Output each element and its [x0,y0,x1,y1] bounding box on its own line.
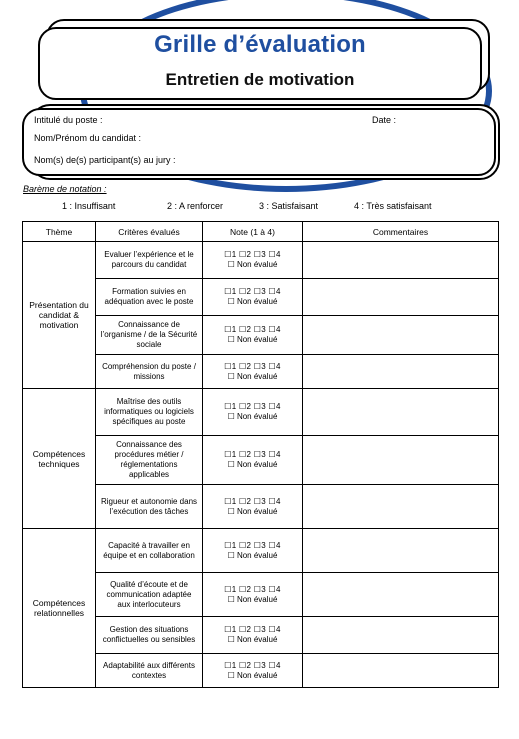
criterion-cell: Evaluer l’expérience et le parcours du candidat [96,242,203,279]
table-row [23,389,499,436]
scale-level-1: 1 : Insuffisant [62,201,116,211]
note-checkboxes[interactable]: ☐1 ☐2 ☐3 ☐4 [224,450,281,459]
header-note: Note (1 à 4) [203,222,303,242]
not-evaluated-checkbox[interactable]: ☐ Non évalué [227,460,278,469]
table-header-row [23,222,499,242]
criterion-cell: Gestion des situations conflictuelles ou sensibles [96,617,203,654]
header-comments: Commentaires [303,222,499,242]
table-row [23,242,499,279]
not-evaluated-checkbox[interactable]: ☐ Non évalué [227,297,278,306]
note-checkboxes[interactable]: ☐1 ☐2 ☐3 ☐4 [224,287,281,296]
criterion-cell: Capacité à travailler en équipe et en collaboration [96,529,203,573]
note-checkboxes[interactable]: ☐1 ☐2 ☐3 ☐4 [224,361,281,371]
header-theme: Thème [23,222,96,242]
note-checkboxes[interactable]: ☐1 ☐2 ☐3 ☐4 [224,325,281,334]
not-evaluated-checkbox[interactable]: ☐ Non évalué [227,635,278,644]
criterion-cell: Qualité d’écoute et de communication adaptée aux interlocuteurs [96,573,203,617]
criterion-cell: Formation suivies en adéquation avec le poste [96,279,203,316]
not-evaluated-checkbox[interactable]: ☐ Non évalué [227,594,278,604]
criterion-cell: Connaissance des procédures métier / réglementations applicables [96,436,203,485]
note-cell[interactable] [203,654,303,688]
candidate-label: Nom/Prénom du candidat : [34,133,142,143]
theme-cell: Compétences relationnelles [23,529,96,688]
criterion-cell: Adaptabilité aux différents contextes [96,654,203,688]
theme-cell: Présentation du candidat & motivation [23,242,96,389]
comment-cell[interactable] [303,389,499,436]
note-cell[interactable] [203,529,303,573]
comment-cell[interactable] [303,355,499,389]
note-cell[interactable] [203,242,303,279]
note-cell[interactable] [203,617,303,654]
criterion-cell: Connaissance de l’organisme / de la Sécurité sociale [96,316,203,355]
note-cell[interactable] [203,485,303,529]
not-evaluated-checkbox[interactable]: ☐ Non évalué [227,670,278,680]
note-checkboxes[interactable]: ☐1 ☐2 ☐3 ☐4 [224,625,281,634]
scale-title: Barème de notation : [23,184,107,194]
theme-cell: Compétences techniques [23,389,96,529]
note-checkboxes[interactable]: ☐1 ☐2 ☐3 ☐4 [224,496,281,506]
document-title: Grille d’évaluation [154,31,366,58]
note-cell[interactable] [203,279,303,316]
comment-cell[interactable] [303,485,499,529]
not-evaluated-checkbox[interactable]: ☐ Non évalué [227,335,278,344]
comment-cell[interactable] [303,436,499,485]
comment-cell[interactable] [303,617,499,654]
scale-level-4: 4 : Très satisfaisant [354,201,432,211]
comment-cell[interactable] [303,654,499,688]
not-evaluated-checkbox[interactable]: ☐ Non évalué [227,550,278,560]
comment-cell[interactable] [303,242,499,279]
scale-level-2: 2 : A renforcer [167,201,224,211]
table-row [23,529,499,573]
comment-cell[interactable] [303,573,499,617]
note-cell[interactable] [203,316,303,355]
note-cell[interactable] [203,436,303,485]
criterion-cell: Maîtrise des outils informatiques ou logiciels spécifiques au poste [96,389,203,436]
not-evaluated-checkbox[interactable]: ☐ Non évalué [227,506,278,516]
criterion-cell: Rigueur et autonomie dans l’exécution des tâches [96,485,203,529]
note-cell[interactable] [203,355,303,389]
note-checkboxes[interactable]: ☐1 ☐2 ☐3 ☐4 [224,660,281,670]
comment-cell[interactable] [303,316,499,355]
position-label: Intitulé du poste : [34,115,103,125]
note-cell[interactable] [203,573,303,617]
scale-level-3: 3 : Satisfaisant [259,201,319,211]
note-checkboxes[interactable]: ☐1 ☐2 ☐3 ☐4 [224,584,281,594]
note-checkboxes[interactable]: ☐1 ☐2 ☐3 ☐4 [224,250,281,259]
note-checkboxes[interactable]: ☐1 ☐2 ☐3 ☐4 [224,402,281,411]
jury-label: Nom(s) de(s) participant(s) au jury : [34,155,176,165]
evaluation-table [22,221,499,688]
note-cell[interactable] [203,389,303,436]
comment-cell[interactable] [303,529,499,573]
comment-cell[interactable] [303,279,499,316]
not-evaluated-checkbox[interactable]: ☐ Non évalué [227,412,278,421]
info-frame [22,108,496,176]
title-frame [38,27,482,100]
header-criteria: Critères évalués [96,222,203,242]
document-subtitle: Entretien de motivation [165,70,355,89]
not-evaluated-checkbox[interactable]: ☐ Non évalué [227,260,278,269]
note-checkboxes[interactable]: ☐1 ☐2 ☐3 ☐4 [224,540,281,550]
criterion-cell: Compréhension du poste / missions [96,355,203,389]
not-evaluated-checkbox[interactable]: ☐ Non évalué [227,371,278,381]
date-label: Date : [372,115,397,125]
